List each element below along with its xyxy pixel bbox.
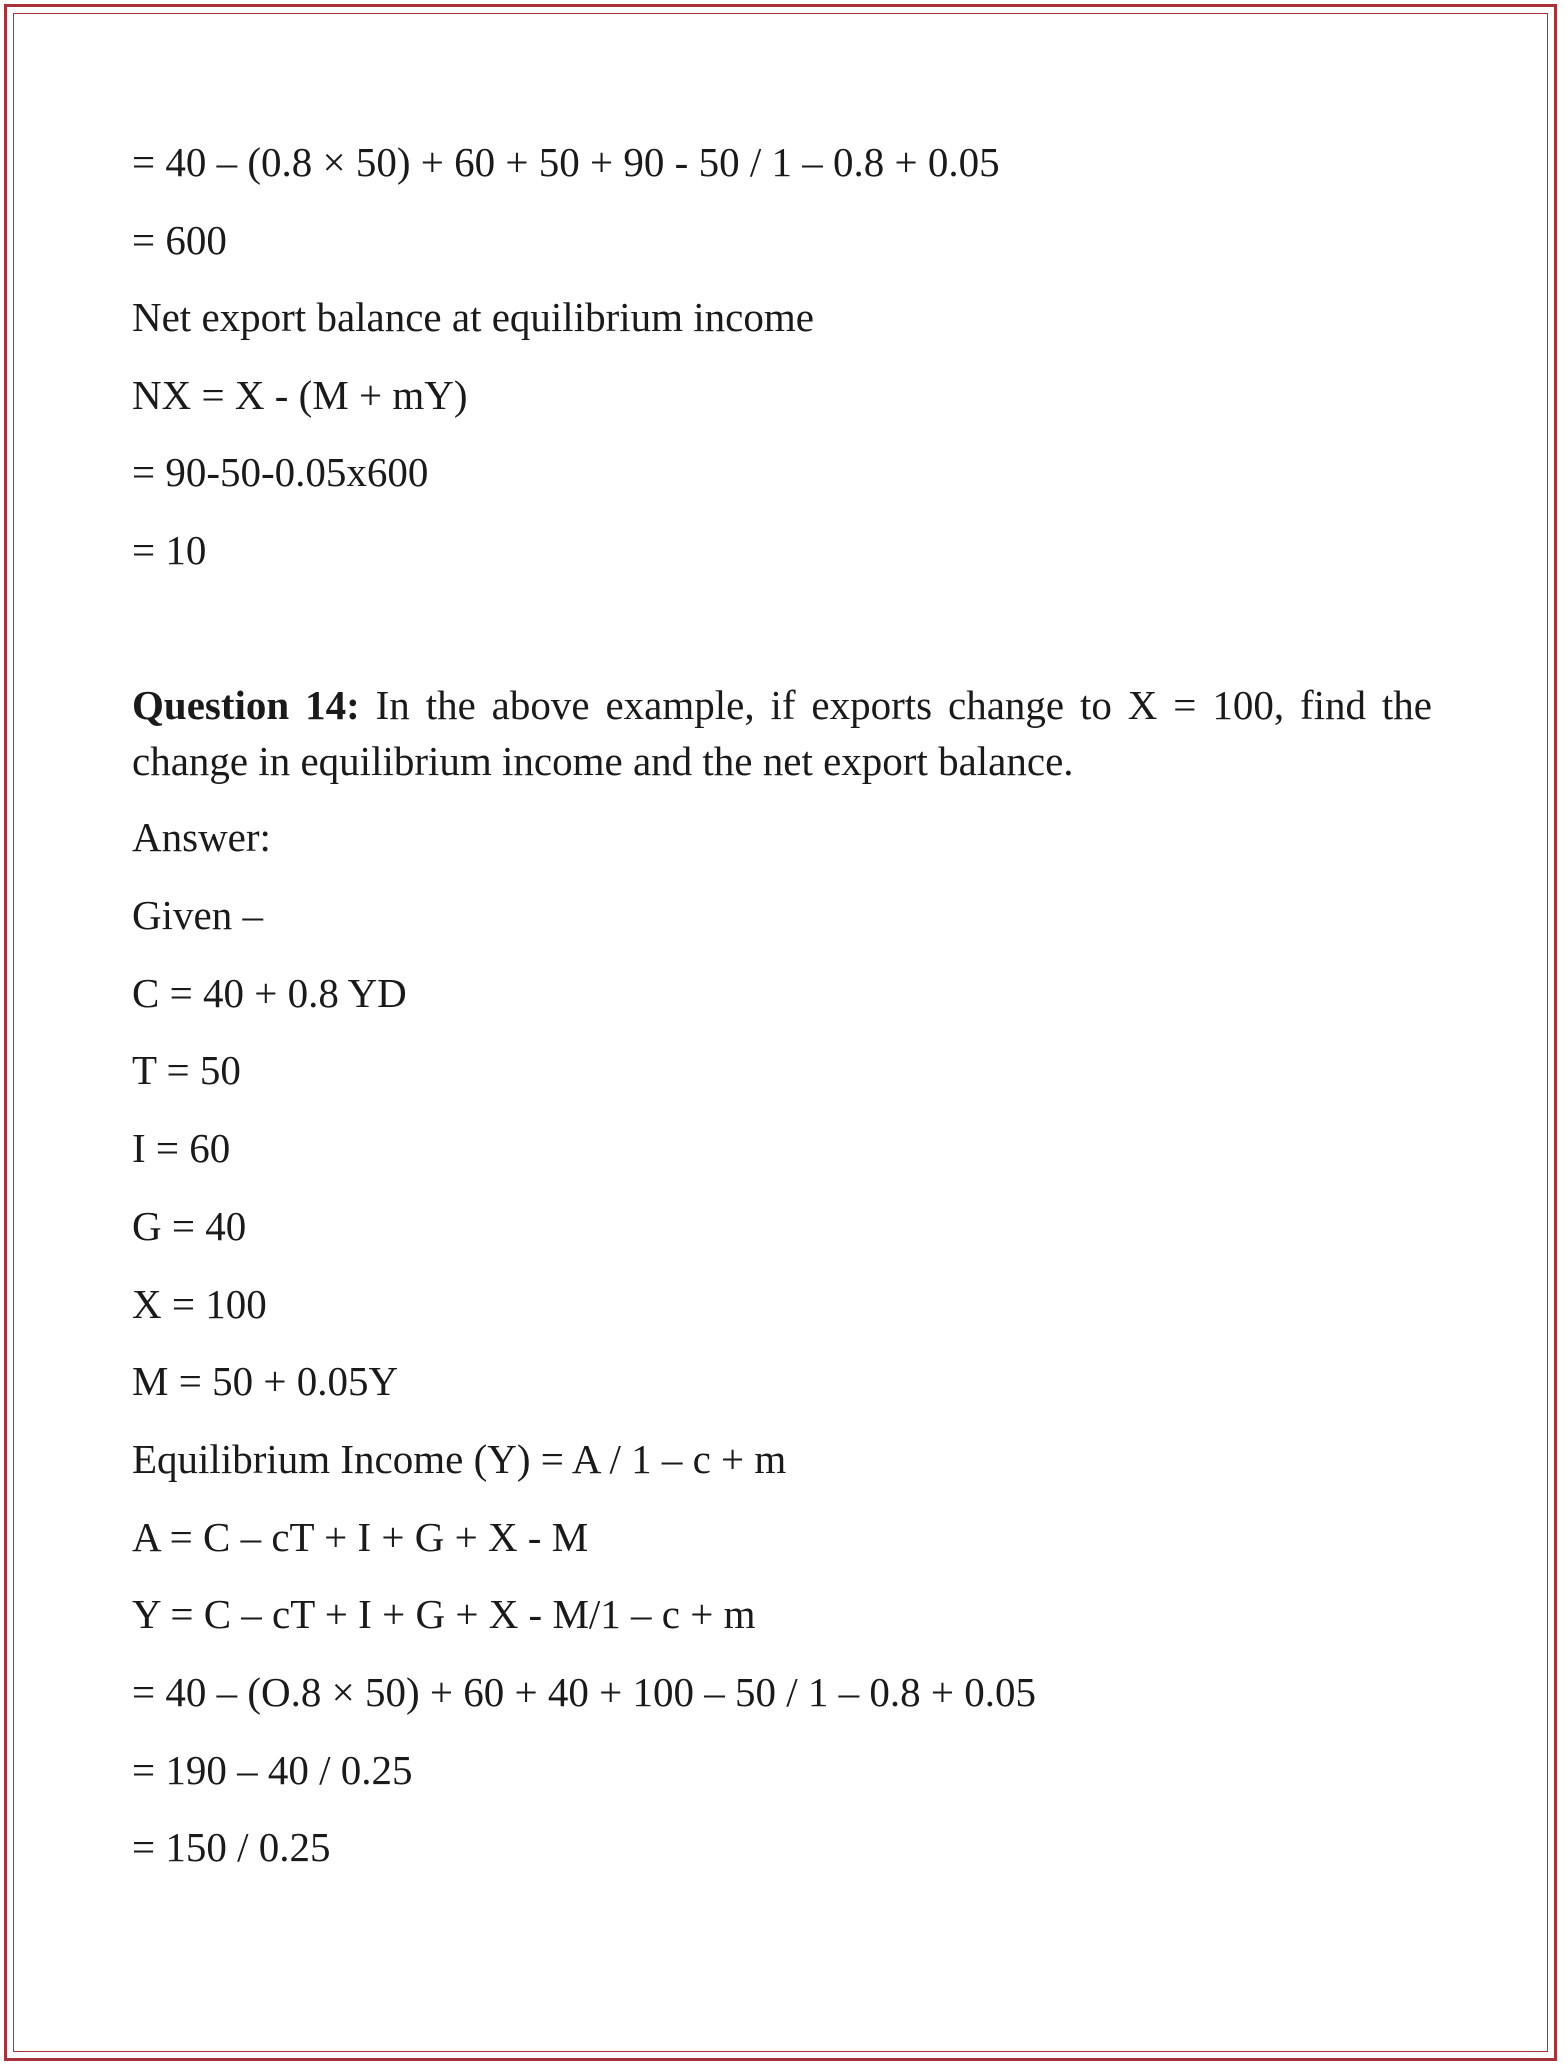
equation-line: I = 60 [132, 1125, 231, 1171]
equation-line: = 600 [132, 217, 227, 263]
equation-line: NX = X - (M + mY) [132, 372, 468, 418]
equation-line: Y = C – cT + I + G + X - M/1 – c + m [132, 1591, 756, 1637]
equation-line: M = 50 + 0.05Y [132, 1358, 399, 1404]
equation-line: = 40 – (O.8 × 50) + 60 + 40 + 100 – 50 / 1 – 0.8 + 0.05 [132, 1669, 1037, 1715]
equation-line: C = 40 + 0.8 YD [132, 970, 407, 1016]
equation-line: Equilibrium Income (Y) = A / 1 – c + m [132, 1436, 787, 1482]
equation-line: = 10 [132, 527, 207, 573]
answer-heading: Answer: [132, 814, 271, 860]
equation-line: X = 100 [132, 1281, 267, 1327]
equation-line: = 150 / 0.25 [132, 1824, 331, 1870]
question-paragraph [132, 677, 1432, 789]
equation-line: A = C – cT + I + G + X - M [132, 1514, 589, 1560]
question-label: Question 14: [132, 682, 360, 728]
text-line: Net export balance at equilibrium income [132, 294, 814, 340]
question-text: In the above example, if exports change to X = 100, find the change in equilibrium income and the net export balance. [132, 682, 1432, 784]
text-line: Given – [132, 892, 263, 938]
equation-line: = 190 – 40 / 0.25 [132, 1747, 413, 1793]
equation-line: = 40 – (0.8 × 50) + 60 + 50 + 90 - 50 / 1 – 0.8 + 0.05 [132, 139, 1000, 185]
equation-line: = 90-50-0.05x600 [132, 449, 429, 495]
equation-line: T = 50 [132, 1047, 241, 1093]
equation-line: G = 40 [132, 1203, 247, 1249]
